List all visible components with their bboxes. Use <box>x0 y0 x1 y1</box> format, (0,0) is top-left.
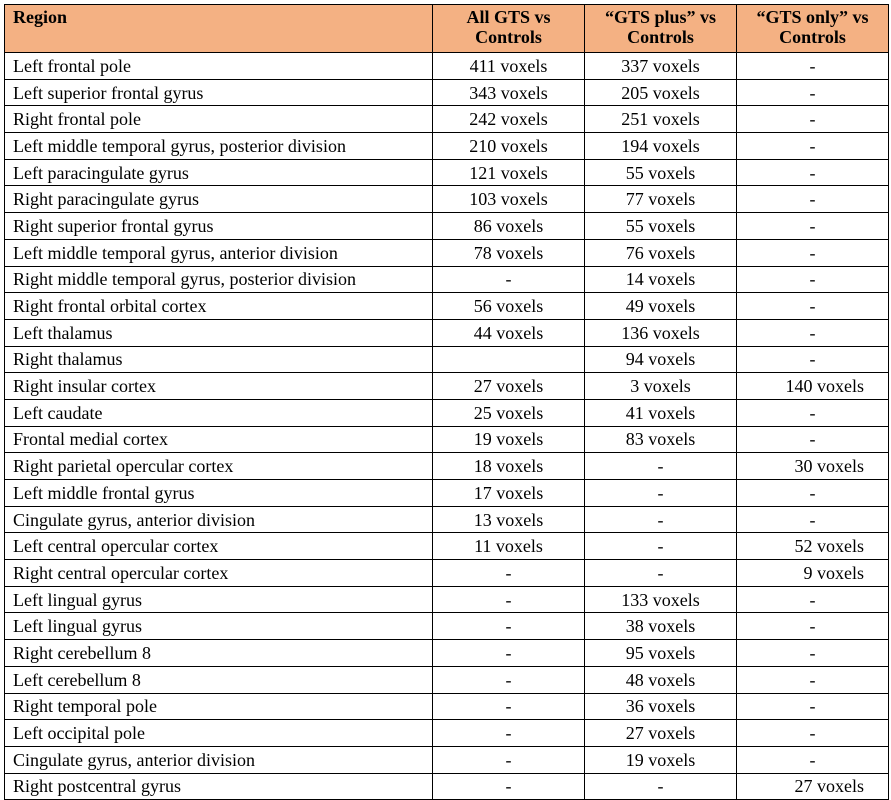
table-row <box>5 426 889 453</box>
table-row <box>5 746 889 773</box>
gts-plus-cell: 337 voxels <box>585 53 737 80</box>
table-row <box>5 773 889 800</box>
table-row <box>5 399 889 426</box>
table-row <box>5 640 889 667</box>
gts-plus-cell: 19 voxels <box>585 746 737 773</box>
gts-plus-cell: 55 voxels <box>585 159 737 186</box>
all-gts-cell: - <box>433 720 585 747</box>
all-gts-cell: - <box>433 560 585 587</box>
gts-only-cell: - <box>737 640 889 667</box>
all-gts-cell: - <box>433 693 585 720</box>
all-gts-cell: - <box>433 746 585 773</box>
all-gts-cell: 56 voxels <box>433 293 585 320</box>
all-gts-cell: - <box>433 586 585 613</box>
gts-only-cell: - <box>737 586 889 613</box>
gts-plus-cell: 133 voxels <box>585 586 737 613</box>
gts-plus-cell: 36 voxels <box>585 693 737 720</box>
table-row <box>5 560 889 587</box>
gts-only-cell: - <box>737 213 889 240</box>
region-cell: Left caudate <box>5 399 433 426</box>
gts-plus-cell: 48 voxels <box>585 666 737 693</box>
all-gts-cell: 411 voxels <box>433 53 585 80</box>
region-cell: Right middle temporal gyrus, posterior division <box>5 266 433 293</box>
gts-plus-cell: 194 voxels <box>585 133 737 160</box>
gts-only-cell: - <box>737 106 889 133</box>
region-cell: Right superior frontal gyrus <box>5 213 433 240</box>
all-gts-cell: 18 voxels <box>433 453 585 480</box>
all-gts-cell: 78 voxels <box>433 239 585 266</box>
gts-only-cell: - <box>737 133 889 160</box>
all-gts-cell: 13 voxels <box>433 506 585 533</box>
gts-only-cell: - <box>737 159 889 186</box>
gts-plus-cell: - <box>585 480 737 507</box>
region-cell: Right temporal pole <box>5 693 433 720</box>
table-row <box>5 506 889 533</box>
gts-plus-cell: 3 voxels <box>585 373 737 400</box>
gts-plus-cell: 136 voxels <box>585 319 737 346</box>
region-cell: Left middle temporal gyrus, posterior division <box>5 133 433 160</box>
gts-plus-cell: 76 voxels <box>585 239 737 266</box>
table-row <box>5 373 889 400</box>
gts-only-cell: 30 voxels <box>737 453 889 480</box>
gts-plus-cell: 83 voxels <box>585 426 737 453</box>
gts-plus-cell: 14 voxels <box>585 266 737 293</box>
gts-only-cell: 27 voxels <box>737 773 889 800</box>
gts-plus-cell: - <box>585 773 737 800</box>
region-cell: Left central opercular cortex <box>5 533 433 560</box>
table-row <box>5 159 889 186</box>
all-gts-cell: 44 voxels <box>433 319 585 346</box>
all-gts-cell <box>433 346 585 373</box>
all-gts-cell: 25 voxels <box>433 399 585 426</box>
gts-plus-cell: - <box>585 453 737 480</box>
region-cell: Right frontal pole <box>5 106 433 133</box>
gts-plus-cell: 27 voxels <box>585 720 737 747</box>
table-row <box>5 666 889 693</box>
gts-plus-cell: 251 voxels <box>585 106 737 133</box>
gts-only-cell: - <box>737 666 889 693</box>
all-gts-cell: 86 voxels <box>433 213 585 240</box>
gts-plus-cell: - <box>585 506 737 533</box>
all-gts-cell: - <box>433 613 585 640</box>
gts-only-cell: - <box>737 613 889 640</box>
all-gts-cell: 343 voxels <box>433 79 585 106</box>
table-row <box>5 533 889 560</box>
region-cell: Cingulate gyrus, anterior division <box>5 506 433 533</box>
table-row <box>5 133 889 160</box>
region-cell: Left frontal pole <box>5 53 433 80</box>
all-gts-cell: - <box>433 266 585 293</box>
region-cell: Frontal medial cortex <box>5 426 433 453</box>
region-cell: Left thalamus <box>5 319 433 346</box>
header-all-gts: All GTS vs Controls <box>433 5 585 53</box>
gts-only-cell: - <box>737 746 889 773</box>
gts-only-cell: - <box>737 293 889 320</box>
region-cell: Left middle frontal gyrus <box>5 480 433 507</box>
table-row <box>5 53 889 80</box>
gts-only-cell: - <box>737 399 889 426</box>
table-row <box>5 586 889 613</box>
region-cell: Left lingual gyrus <box>5 613 433 640</box>
gts-plus-cell: - <box>585 560 737 587</box>
all-gts-cell: 17 voxels <box>433 480 585 507</box>
region-cell: Right frontal orbital cortex <box>5 293 433 320</box>
gts-only-cell: - <box>737 480 889 507</box>
region-cell: Right central opercular cortex <box>5 560 433 587</box>
all-gts-cell: 11 voxels <box>433 533 585 560</box>
header-gts-only: “GTS only” vs Controls <box>737 5 889 53</box>
gts-plus-cell: 205 voxels <box>585 79 737 106</box>
region-cell: Left cerebellum 8 <box>5 666 433 693</box>
gts-plus-cell: - <box>585 533 737 560</box>
gts-only-cell: - <box>737 239 889 266</box>
all-gts-cell: 242 voxels <box>433 106 585 133</box>
table-row <box>5 79 889 106</box>
header-row <box>5 5 889 53</box>
gts-only-cell: - <box>737 79 889 106</box>
region-cell: Cingulate gyrus, anterior division <box>5 746 433 773</box>
table-row <box>5 319 889 346</box>
region-cell: Left paracingulate gyrus <box>5 159 433 186</box>
table-row <box>5 693 889 720</box>
region-cell: Right thalamus <box>5 346 433 373</box>
gts-only-cell: 52 voxels <box>737 533 889 560</box>
all-gts-cell: - <box>433 640 585 667</box>
region-cell: Right insular cortex <box>5 373 433 400</box>
table-row <box>5 346 889 373</box>
region-cell: Left middle temporal gyrus, anterior division <box>5 239 433 266</box>
table-row <box>5 106 889 133</box>
region-cell: Left superior frontal gyrus <box>5 79 433 106</box>
table-row <box>5 186 889 213</box>
all-gts-cell: - <box>433 666 585 693</box>
header-gts-plus: “GTS plus” vs Controls <box>585 5 737 53</box>
gts-only-cell: - <box>737 53 889 80</box>
table-row <box>5 213 889 240</box>
gts-only-cell: - <box>737 186 889 213</box>
table-body <box>5 53 889 800</box>
gts-only-cell: - <box>737 426 889 453</box>
region-cell: Left occipital pole <box>5 720 433 747</box>
table-row <box>5 239 889 266</box>
all-gts-cell: 210 voxels <box>433 133 585 160</box>
region-cell: Right paracingulate gyrus <box>5 186 433 213</box>
all-gts-cell: 103 voxels <box>433 186 585 213</box>
gts-only-cell: - <box>737 720 889 747</box>
results-table <box>4 4 889 800</box>
gts-only-cell: - <box>737 266 889 293</box>
gts-plus-cell: 38 voxels <box>585 613 737 640</box>
all-gts-cell: - <box>433 773 585 800</box>
gts-only-cell: 9 voxels <box>737 560 889 587</box>
gts-plus-cell: 95 voxels <box>585 640 737 667</box>
gts-only-cell: 140 voxels <box>737 373 889 400</box>
all-gts-cell: 27 voxels <box>433 373 585 400</box>
gts-only-cell: - <box>737 693 889 720</box>
all-gts-cell: 19 voxels <box>433 426 585 453</box>
table-row <box>5 480 889 507</box>
gts-only-cell: - <box>737 319 889 346</box>
gts-plus-cell: 55 voxels <box>585 213 737 240</box>
region-cell: Right parietal opercular cortex <box>5 453 433 480</box>
table-row <box>5 613 889 640</box>
gts-plus-cell: 77 voxels <box>585 186 737 213</box>
gts-only-cell: - <box>737 346 889 373</box>
gts-plus-cell: 41 voxels <box>585 399 737 426</box>
region-cell: Right postcentral gyrus <box>5 773 433 800</box>
gts-plus-cell: 94 voxels <box>585 346 737 373</box>
header-region: Region <box>5 5 433 53</box>
table-row <box>5 453 889 480</box>
gts-only-cell: - <box>737 506 889 533</box>
region-cell: Left lingual gyrus <box>5 586 433 613</box>
region-cell: Right cerebellum 8 <box>5 640 433 667</box>
table-row <box>5 266 889 293</box>
gts-plus-cell: 49 voxels <box>585 293 737 320</box>
table-row <box>5 293 889 320</box>
all-gts-cell: 121 voxels <box>433 159 585 186</box>
table-row <box>5 720 889 747</box>
